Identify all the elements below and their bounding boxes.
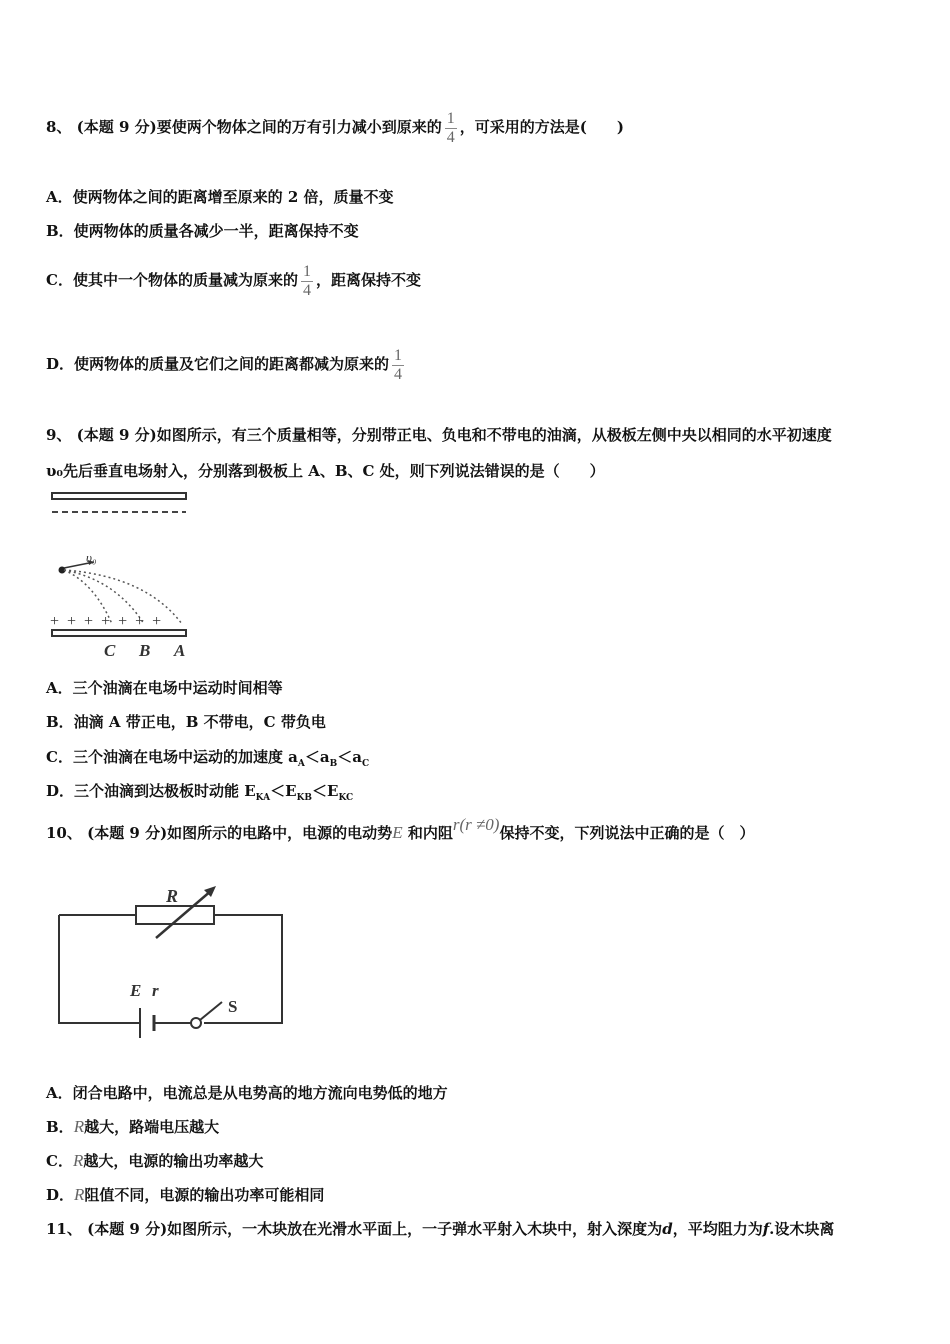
label-s: S (228, 997, 238, 1016)
q8-stem: 8、 (本题 9 分)要使两个物体之间的万有引力减小到原来的 $\frac{1}{4}$ ，可采用的方法是( ) (46, 110, 624, 146)
switch-lever (200, 1002, 222, 1020)
fraction-one-quarter: $\frac{1}{4}$ (446, 110, 455, 146)
plus-charges: + + + + + + + (50, 613, 164, 630)
label-a: A (174, 641, 186, 660)
label-r-resistor: R (166, 886, 179, 906)
q9-option-d: D．三个油滴到达极板时动能 $E_{KA}<E_{KB}<E_{KC}$ (46, 782, 354, 803)
q10-option-c: C．R越大，电源的输出功率越大 (46, 1151, 264, 1170)
label-b: B (139, 641, 151, 660)
q10-stem: 10、 (本题 9 分)如图所示的电路中，电源的电动势E 和内阻r(r ≠0)保持不变，下列说法中正确的是（ ） (46, 815, 755, 842)
q8-option-d: D．使两物体的质量及它们之间的距离都减为原来的 $\frac{1}{4}$ (46, 347, 403, 383)
switch-contact (191, 1018, 201, 1028)
label-e: E (130, 981, 142, 1000)
fraction-one-quarter: $\frac{1}{4}$ (394, 347, 403, 383)
q8-option-c: C．使其中一个物体的质量减为原来的 $\frac{1}{4}$ ，距离保持不变 (46, 263, 421, 299)
fraction-one-quarter: $\frac{1}{4}$ (302, 263, 311, 299)
q9-option-b: B．油滴 A 带正电，B 不带电，C 带负电 (46, 713, 326, 731)
circuit-figure (46, 878, 296, 1048)
upper-plate (52, 493, 186, 499)
q8-option-b: B．使两物体的质量各减少一半，距离保持不变 (46, 222, 359, 240)
q10-option-a: A．闭合电路中，电流总是从电势高的地方流向电势低的地方 (46, 1084, 448, 1102)
q10-option-d: D．R阻值不同，电源的输出功率可能相同 (46, 1185, 325, 1204)
label-c: C (104, 641, 116, 660)
q9-stem-line1: 9、 (本题 9 分)如图所示，有三个质量相等，分别带正电、负电和不带电的油滴，从极板左侧中央以相同的水平初速度 (46, 426, 832, 444)
q8-option-a: A．使两物体之间的距离增至原来的 2 倍，质量不变 (46, 188, 394, 206)
oil-drop-capacitor-figure (46, 488, 206, 663)
lower-plate (52, 630, 186, 636)
q10-option-b: B．R越大，路端电压越大 (46, 1117, 220, 1136)
internal-resistance-symbol: r(r ≠0) (452, 815, 500, 834)
q9-option-c: C．三个油滴在电场中运动的加速度 $a_A<a_B<a_C$ (46, 748, 370, 769)
q9-stem-line2: υ₀先后垂直电场射入，分别落到极板上 A、B、C 处，则下列说法错误的是（ ） (46, 462, 605, 480)
emf-symbol: E (392, 823, 403, 842)
q11-stem: 11、 (本题 9 分)如图所示，一木块放在光滑水平面上，一子弹水平射入木块中，射入深度为d，平均阻力为f.设木块离 (46, 1220, 835, 1238)
v0-label: υ₀ (86, 550, 97, 565)
q9-option-a: A．三个油滴在电场中运动时间相等 (46, 679, 283, 697)
label-r-internal: r (152, 981, 159, 1000)
